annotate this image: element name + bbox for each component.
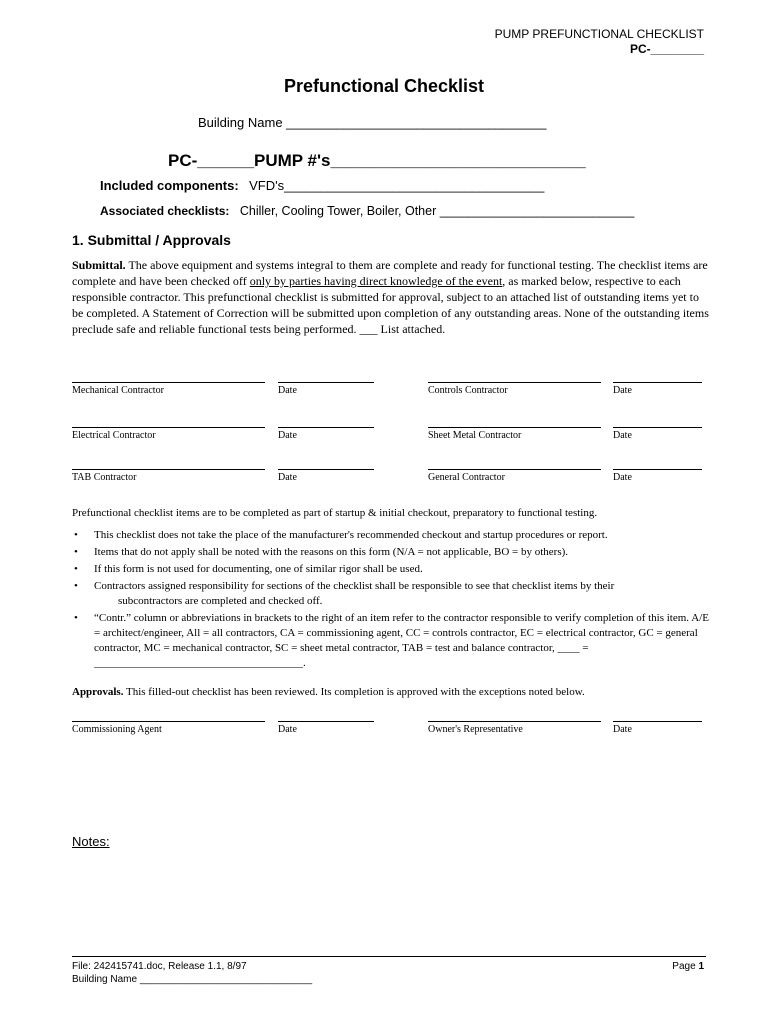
- signature-mechanical-contractor[interactable]: Mechanical Contractor: [72, 382, 265, 396]
- bullet-continuation: subcontractors are completed and checked off.: [118, 595, 323, 607]
- signature-date[interactable]: Date: [613, 721, 702, 735]
- associated-checklists-row: [100, 202, 634, 220]
- section-heading: 1. Submittal / Approvals: [72, 232, 231, 248]
- footer-page: Page 1: [672, 961, 704, 972]
- signature-commissioning-agent[interactable]: Commissioning Agent: [72, 721, 265, 735]
- instructions-list: [72, 528, 712, 673]
- approvals-label: Approvals.: [72, 686, 124, 698]
- signature-date[interactable]: Date: [278, 382, 374, 396]
- pc-pump-line: PC-______PUMP #'s___________________________: [168, 151, 586, 170]
- associated-checklists-label: Associated checklists:: [100, 204, 230, 218]
- notes-label: Notes:: [72, 834, 110, 849]
- included-components-row: [100, 177, 544, 195]
- bullet-icon: •: [74, 612, 78, 624]
- page-number: 1: [698, 961, 704, 972]
- signature-general-contractor[interactable]: General Contractor: [428, 469, 601, 483]
- approvals-text: This filled-out checklist has been reviewed. Its completion is approved with the exceptions noted below.: [123, 686, 585, 698]
- submittal-text-b: , as marked below, respective to each responsible contractor. This prefunctional checklist is submitted for approval, subject to an attached list of outstanding items yet to be completed. A Statement of Correction will be submitted upon completion of any outstanding areas. None of the outstanding items preclude safe and reliable functional tests being performed. ___ List attached.: [72, 274, 709, 336]
- submittal-underlined: only by parties having direct knowledge of the event: [249, 274, 503, 288]
- submittal-paragraph: [72, 257, 712, 337]
- header-pc-number: PC-________: [629, 42, 704, 56]
- bullet-icon: •: [74, 529, 78, 541]
- signature-date[interactable]: Date: [278, 469, 374, 483]
- building-name-line: Building Name ____________________________________: [198, 115, 547, 130]
- signature-controls-contractor[interactable]: Controls Contractor: [428, 382, 601, 396]
- list-item: • Contractors assigned responsibility for sections of the checklist shall be responsible to see that checklist items by their subcontractors are completed and checked off.: [72, 579, 712, 609]
- list-item: • Items that do not apply shall be noted with the reasons on this form (N/A = not applicable, BO = by others).: [74, 546, 569, 558]
- signature-owners-representative[interactable]: Owner's Representative: [428, 721, 601, 735]
- bullet-icon: •: [74, 563, 78, 575]
- signature-date[interactable]: Date: [278, 721, 374, 735]
- signature-date[interactable]: Date: [613, 382, 702, 396]
- included-components-label: Included components:: [100, 178, 239, 193]
- signature-date[interactable]: Date: [613, 469, 702, 483]
- footer-divider: [72, 956, 706, 957]
- signature-tab-contractor[interactable]: TAB Contractor: [72, 469, 265, 483]
- bullet-icon: •: [74, 546, 78, 558]
- signature-electrical-contractor[interactable]: Electrical Contractor: [72, 427, 265, 441]
- footer-file: File: 242415741.doc, Release 1.1, 8/97: [72, 961, 247, 972]
- header-doc-type: PUMP PREFUNCTIONAL CHECKLIST: [494, 27, 704, 41]
- list-item: • “Contr.” column or abbreviations in brackets to the right of an item refer to the contractor responsible to verify completion of this item. A/E = architect/engineer, All = all contractors, CA = commissioning agent, CC = controls contractor, EC = electrical contractor, GC = general contractor, MC = mechanical contractor, SC = sheet metal contractor, TAB = test and balance contractor, ____ = ______________________________________.: [74, 612, 709, 669]
- signature-sheet-metal-contractor[interactable]: Sheet Metal Contractor: [428, 427, 601, 441]
- bullet-icon: •: [74, 580, 78, 592]
- list-item: • This checklist does not take the place of the manufacturer's recommended checkout and startup procedures or report.: [74, 529, 608, 541]
- associated-checklists-value: Chiller, Cooling Tower, Boiler, Other ____________________________: [239, 204, 635, 218]
- prefunctional-note: Prefunctional checklist items are to be completed as part of startup & initial checkout, preparatory to functional testing.: [72, 507, 598, 519]
- included-components-value: VFD's____________________________________: [249, 178, 545, 193]
- list-item: • If this form is not used for documenting, one of similar rigor shall be used.: [74, 563, 423, 575]
- submittal-text-a: The above equipment and systems integral to them are complete and ready for functional testing. The checklist items are complete and have been checked off: [72, 258, 708, 288]
- footer-building-name: Building Name _______________________________: [72, 974, 313, 985]
- signature-date[interactable]: Date: [278, 427, 374, 441]
- submittal-label: Submittal.: [72, 258, 126, 272]
- approvals-paragraph: [72, 684, 712, 700]
- signature-date[interactable]: Date: [613, 427, 702, 441]
- page-title: Prefunctional Checklist: [283, 76, 485, 96]
